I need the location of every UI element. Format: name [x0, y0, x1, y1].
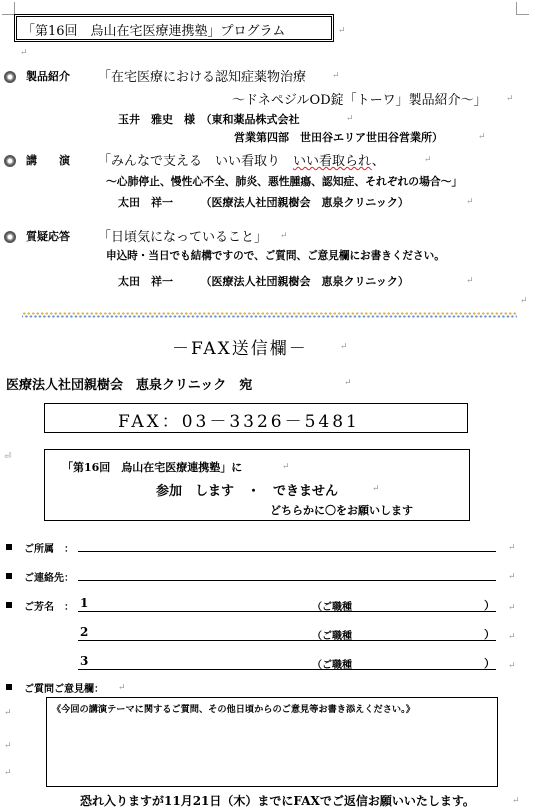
- name-row-number: 1: [80, 596, 89, 610]
- return-mark: ↵: [4, 708, 12, 718]
- return-mark: ↵: [282, 462, 290, 472]
- contact-label: ご連絡先：: [24, 573, 74, 584]
- return-mark: ↵: [520, 296, 528, 306]
- return-mark: ↵: [118, 683, 126, 693]
- bullet-icon: [4, 71, 16, 83]
- attendance-options[interactable]: 参加 します ・ できません: [156, 484, 339, 499]
- return-mark: ↵: [424, 155, 432, 165]
- name-row-number: 3: [80, 654, 89, 668]
- product-title-line1: 「在宅医療における認知症薬物治療: [98, 70, 307, 85]
- product-speaker-org: 営業第四部 世田谷エリア世田谷営業所）: [234, 131, 443, 144]
- lecture-title-part-c: 、: [371, 154, 385, 169]
- return-mark: ↵: [508, 572, 516, 582]
- bullet-icon: [4, 231, 16, 243]
- crop-mark-top-right: [516, 2, 529, 15]
- fax-addressee: 医療法人社団親樹会 恵泉クリニック 宛: [6, 378, 253, 393]
- fax-heading: －FAX送信欄－: [172, 339, 308, 359]
- job-close: ）: [484, 628, 495, 641]
- lecture-title-line1: [98, 150, 385, 169]
- lecture-title-line2: ～心肺停止、慢性心不全、肺炎、悪性腫瘍、認知症、それぞれの場合～」: [106, 175, 463, 188]
- program-title: 「第16回 烏山在宅医療連携塾」プログラム: [22, 24, 286, 39]
- product-title-line2: ～ドネペジルOD錠「トーワ」製品紹介～」: [232, 93, 487, 108]
- job-label: （ご職種: [312, 660, 352, 671]
- lecture-title-part-a: 「みんなで支える いい看取り: [98, 154, 294, 169]
- comment-label: ご質問ご意見欄：: [24, 684, 104, 695]
- square-bullet-icon: [6, 573, 12, 579]
- return-mark: ↵: [280, 231, 288, 241]
- return-mark: ↵: [508, 603, 516, 613]
- square-bullet-icon: [6, 544, 12, 550]
- contact-field[interactable]: [78, 580, 496, 581]
- attendance-event: 「第16回 烏山在宅医療連携塾」に: [62, 461, 243, 474]
- return-mark: ↵: [508, 543, 516, 553]
- return-mark: ↵: [338, 26, 346, 36]
- return-mark: ↵: [478, 132, 486, 142]
- return-mark: ↵: [466, 197, 474, 207]
- qa-speaker: 太田 祥一 （医療法人社団親樹会 恵泉クリニック）: [118, 275, 409, 288]
- square-bullet-icon: [6, 684, 12, 690]
- return-mark: ↵: [20, 48, 28, 58]
- return-mark: ↵: [346, 114, 354, 124]
- job-close: ）: [484, 599, 495, 612]
- dotted-separator: [22, 315, 517, 318]
- job-label: （ご職種: [312, 602, 352, 613]
- name-row-number: 2: [80, 625, 89, 639]
- return-mark: ↵: [506, 94, 514, 104]
- lecture-title-part-b: いい看取られ: [293, 154, 372, 169]
- fax-number: FAX：03－3326－5481: [118, 412, 360, 432]
- return-mark: ↵: [512, 796, 520, 806]
- return-mark: ↵: [4, 741, 12, 751]
- name-field-1[interactable]: [78, 611, 496, 612]
- return-mark: ↵: [4, 768, 12, 778]
- return-mark: ↵: [372, 484, 380, 494]
- product-speaker: 玉井 雅史 様 （東和薬品株式会社: [118, 113, 300, 126]
- return-mark: ⏎: [4, 452, 12, 462]
- name-label: ご芳名 ：: [24, 602, 74, 613]
- qa-label: 質疑応答: [26, 230, 70, 243]
- name-field-3[interactable]: [78, 669, 496, 670]
- bullet-icon: [4, 155, 16, 167]
- qa-title: 「日頃気になっていること」: [98, 230, 268, 245]
- return-mark: ↵: [466, 276, 474, 286]
- return-mark: ↵: [332, 71, 340, 81]
- return-mark: ↵: [340, 342, 348, 352]
- product-label: 製品紹介: [26, 70, 70, 83]
- name-field-2[interactable]: [78, 640, 496, 641]
- affiliation-label: ご所属 ：: [24, 544, 74, 555]
- footer-deadline: 恐れ入りますが11月21日（木）までにFAXでご返信お願いいたします。: [80, 794, 475, 808]
- lecture-label: 講 演: [26, 154, 70, 167]
- square-bullet-icon: [6, 602, 12, 608]
- affiliation-field[interactable]: [78, 551, 496, 552]
- job-label: （ご職種: [312, 631, 352, 642]
- return-mark: ↵: [508, 661, 516, 671]
- lecture-speaker: 太田 祥一 （医療法人社団親樹会 恵泉クリニック）: [118, 196, 409, 209]
- return-mark: ↵: [344, 378, 352, 388]
- qa-note: 申込時・当日でも結構ですので、ご質問、ご意見欄にお書きください。: [106, 250, 445, 262]
- attendance-instruction: どちらかに〇をお願いします: [270, 504, 413, 517]
- comment-hint: 《今回の講演テーマに関するご質問、その他日頃からのご意見等お書き添えください。》: [52, 704, 415, 715]
- job-close: ）: [484, 657, 495, 670]
- return-mark: ↵: [508, 632, 516, 642]
